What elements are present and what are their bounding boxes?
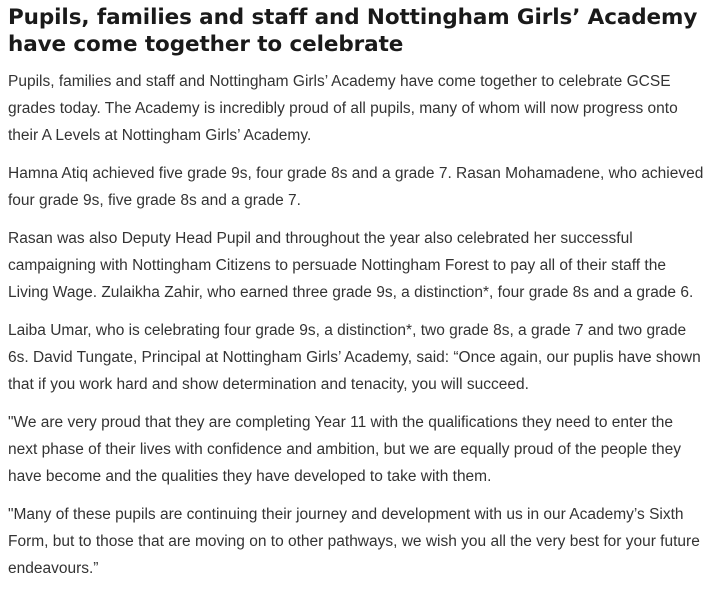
article-paragraph-1: Pupils, families and staff and Nottingham Girls’ Academy have come together to celebrate GCSE grades today. The Academy is incredibly proud of all pupils, many of whom will now progress onto their A Levels at Nottingham Girls’ Academy. [8,73,678,144]
article [8,4,704,593]
article-headline: Pupils, families and staff and Nottingham Girls’ Academy have come together to celebrate [8,5,698,57]
article-paragraph-3: Rasan was also Deputy Head Pupil and throughout the year also celebrated her successful campaigning with Nottingham Citizens to persuade Nottingham Forest to pay all of their staff the Living Wage. Zulaikha Zahir, who earned three grade 9s, a distinction*, four grade 8s and a grade 6. [8,230,694,301]
article-paragraph-6: "Many of these pupils are continuing their journey and development with us in our Academy’s Sixth Form, but to those that are moving on to other pathways, we wish you all the very best for your future endeavours.” [8,506,700,577]
article-paragraph-5: "We are very proud that they are completing Year 11 with the qualifications they need to enter the next phase of their lives with confidence and ambition, but we are equally proud of the people they have become and the qualities they have developed to take with them. [8,414,681,485]
article-paragraph-4: Laiba Umar, who is celebrating four grade 9s, a distinction*, two grade 8s, a grade 7 and two grade 6s. David Tungate, Principal at Nottingham Girls’ Academy, said: “Once again, our puplis have shown that if you work hard and show determination and tenacity, you will succeed. [8,322,701,393]
article-paragraph-2: Hamna Atiq achieved five grade 9s, four grade 8s and a grade 7. Rasan Mohamadene, who achieved four grade 9s, five grade 8s and a grade 7. [8,165,704,209]
